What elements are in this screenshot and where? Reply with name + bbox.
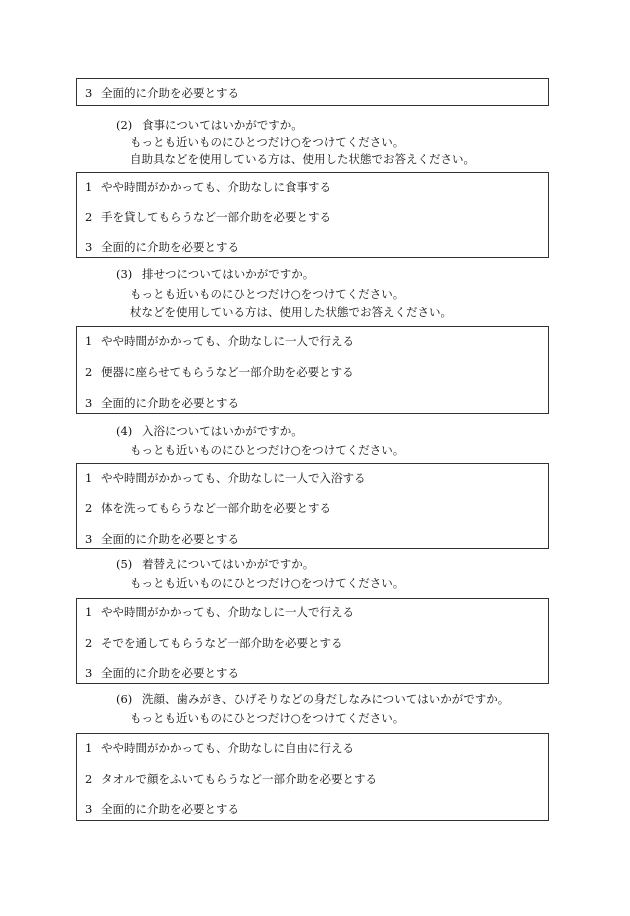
answer-box-dressing: [76, 598, 549, 684]
question-title: 排せつについてはいかがですか。: [142, 267, 315, 281]
option-text: やや時間がかかっても、介助なしに一人で行える: [101, 605, 354, 619]
question-title: 洗顔、歯みがき、ひげそりなどの身だしなみについてはいかがですか。: [142, 692, 510, 706]
question-instruction: 杖などを使用している方は、使用した状態でお答えください。: [130, 305, 452, 319]
option-number: 2: [85, 210, 93, 224]
option-2[interactable]: [85, 772, 377, 786]
option-text: やや時間がかかっても、介助なしに自由に行える: [101, 741, 354, 755]
question-number: (4): [116, 424, 133, 438]
option-text: 体を洗ってもらうなど一部介助を必要とする: [101, 501, 331, 515]
option-number: 1: [85, 180, 93, 194]
question-instruction: もっとも近いものにひとつだけ○をつけてください。: [130, 576, 405, 590]
question-title: 食事についてはいかがですか。: [142, 118, 303, 132]
option-text: 全面的に介助を必要とする: [101, 666, 239, 680]
option-2[interactable]: [85, 210, 331, 224]
option-number: 3: [85, 666, 93, 680]
option-1[interactable]: [85, 471, 366, 485]
question-title: 着替えについてはいかがですか。: [142, 557, 315, 571]
option-text: 全面的に介助を必要とする: [101, 396, 239, 410]
option-number: 1: [85, 605, 93, 619]
option-2[interactable]: [85, 501, 331, 515]
option-text: 便器に座らせてもらうなど一部介助を必要とする: [101, 365, 354, 379]
option-text: そでを通してもらうなど一部介助を必要とする: [101, 636, 343, 650]
option-3[interactable]: [85, 240, 239, 254]
answer-box-continued: [76, 78, 549, 106]
option-number: 2: [85, 501, 93, 515]
option-number: 3: [85, 532, 93, 546]
option-number: 3: [85, 240, 93, 254]
option-text: やや時間がかかっても、介助なしに一人で行える: [101, 334, 354, 348]
option-2[interactable]: [85, 636, 343, 650]
option-3[interactable]: [85, 802, 239, 816]
option-number: 2: [85, 636, 93, 650]
option-1[interactable]: [85, 334, 354, 348]
option-number: 2: [85, 365, 93, 379]
option-1[interactable]: [85, 741, 354, 755]
option-number: 2: [85, 772, 93, 786]
option-text: 全面的に介助を必要とする: [101, 532, 239, 546]
option-text: 全面的に介助を必要とする: [101, 240, 239, 254]
option-3[interactable]: [85, 396, 239, 410]
option-number: 1: [85, 334, 93, 348]
question-instruction: もっとも近いものにひとつだけ○をつけてください。: [130, 443, 405, 457]
question-instruction: もっとも近いものにひとつだけ○をつけてください。: [130, 287, 405, 301]
option-3[interactable]: [85, 666, 239, 680]
option-1[interactable]: [85, 605, 354, 619]
question-instruction: 自助具などを使用している方は、使用した状態でお答えください。: [130, 152, 475, 166]
option-number: 1: [85, 741, 93, 755]
option-1[interactable]: [85, 180, 331, 194]
answer-box-grooming: [76, 733, 549, 821]
option-number: 1: [85, 471, 93, 485]
answer-box-meal: [76, 172, 549, 258]
option-3[interactable]: [85, 532, 239, 546]
option-2[interactable]: [85, 365, 354, 379]
option-text: タオルで顔をふいてもらうなど一部介助を必要とする: [101, 772, 377, 786]
question-number: (5): [116, 557, 133, 571]
question-number: (3): [116, 267, 133, 281]
option-text: 手を貸してもらうなど一部介助を必要とする: [101, 210, 331, 224]
option-text: やや時間がかかっても、介助なしに一人で入浴する: [101, 471, 366, 485]
question-number: (2): [116, 118, 133, 132]
option-number: 3: [85, 86, 93, 100]
option-text: やや時間がかかっても、介助なしに食事する: [101, 180, 331, 194]
question-title: 入浴についてはいかがですか。: [142, 424, 303, 438]
option-text: 全面的に介助を必要とする: [101, 86, 239, 100]
answer-box-toilet: [76, 326, 549, 414]
question-instruction: もっとも近いものにひとつだけ○をつけてください。: [130, 711, 405, 725]
question-instruction: もっとも近いものにひとつだけ○をつけてください。: [130, 135, 405, 149]
question-number: (6): [116, 692, 133, 706]
option-number: 3: [85, 396, 93, 410]
answer-box-bath: [76, 463, 549, 549]
option-3[interactable]: [85, 86, 239, 100]
option-text: 全面的に介助を必要とする: [101, 802, 239, 816]
option-number: 3: [85, 802, 93, 816]
